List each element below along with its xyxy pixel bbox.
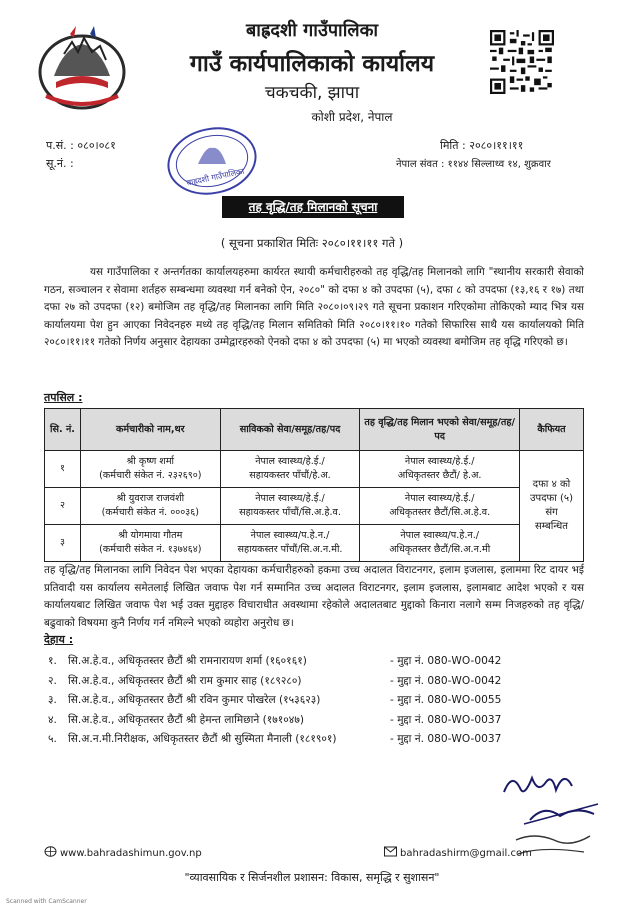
- item-number: ४.: [48, 713, 57, 726]
- table-header-row: [45, 409, 584, 451]
- new-post-cell: [360, 525, 520, 562]
- new-post-cell: [360, 451, 520, 488]
- letter-number: प.सं. : ०८०।०८१: [46, 139, 116, 152]
- old-post-cell: [220, 451, 360, 488]
- details-heading: तपसिल :: [44, 391, 83, 404]
- item-number: २.: [48, 674, 57, 687]
- employee-table: [44, 408, 584, 562]
- table-row: [45, 488, 584, 525]
- old-post-line: सहायकस्तर पाँचौं/सि.अ.हे.व.: [239, 507, 341, 518]
- employee-code: (कर्मचारी संकेत नं. २३२६९०): [99, 470, 202, 481]
- email-text: bahradashirm@gmail.com: [400, 848, 532, 859]
- office-slogan: "व्यावसायिक र सिर्जनशील प्रशासन: विकास, समृद्धि र सुशासन": [184, 871, 440, 884]
- item-number: १.: [48, 655, 57, 667]
- office-name: गाउँ कार्यपालिकाको कार्यालय: [189, 51, 435, 77]
- document-date: मिति : २०८०।११।११: [440, 139, 524, 152]
- new-post-line: अधिकृतस्तर छैटौं/सि.अ.हे.व.: [389, 507, 491, 518]
- item-text: सि.अ.हे.व., अधिकृतस्तर छैटौं श्री रामनारायण शर्मा (१६०१६१): [68, 655, 307, 667]
- office-location: चकचकी, झापा: [264, 83, 360, 103]
- item-number: ३.: [48, 694, 57, 706]
- column-header: कर्मचारीको नाम,थर: [80, 409, 220, 451]
- serial-number: ३: [45, 525, 81, 562]
- municipality-name: बाह्रदशी गाउँपालिका: [245, 20, 379, 41]
- qr-code-icon: [490, 30, 554, 94]
- court-paragraph: तह वृद्धि/तह मिलानका लागि निवेदन पेश भएका देहायका कर्मचारीहरुको हकमा उच्च अदालत विराटनगर, इलाम इजलास, इलाममा रिट दायर भई प्रतिवादी यस कार्यालय समेतलाई लिखित जवाफ पेश गर्न सम्मानित उच्च अदालत विराटनगर, इलाम इजलास, इलामबाट आदेश भएको र यस कार्यालयबाट लिखित जवाफ पेश भई उक्त मुद्दाहरु विचाराधीत अवस्थामा रहेकोले अदालतबाट मुद्दाको किनारा नलागे सम्म निजहरुको तह वृद्धि/बढुवाको विषयमा कुनै निर्णय गर्न नमिल्ने भएको व्यहोरा अनुरोध छ।: [44, 564, 584, 629]
- list-item: [44, 654, 584, 674]
- globe-icon: [44, 846, 57, 857]
- old-post-line: नेपाल स्वास्थ्य/प.हे.न./: [250, 530, 330, 541]
- province-name: कोशी प्रदेश, नेपाल: [311, 110, 393, 124]
- office-stamp: [162, 124, 262, 198]
- list-item: [44, 693, 584, 713]
- new-post-cell: [360, 488, 520, 525]
- employee-cell: [80, 488, 220, 525]
- old-post-line: नेपाल स्वास्थ्य/हे.ई./: [255, 493, 325, 504]
- case-number: - मुद्दा नं. 080-WO-0042: [390, 674, 502, 687]
- remarks-line: सम्बन्धित: [535, 521, 568, 532]
- case-number: - मुद्दा नं. 080-WO-0042: [390, 655, 502, 667]
- list-item: [44, 674, 584, 694]
- serial-number: १: [45, 451, 81, 488]
- list-item: [44, 732, 584, 752]
- old-post-line: नेपाल स्वास्थ्य/हे.ई./: [255, 456, 325, 467]
- serial-number: २: [45, 488, 81, 525]
- stamp-text: बाह्रदशी गाउँपालिका: [185, 166, 245, 188]
- case-number: - मुद्दा नं. 080-WO-0037: [390, 713, 502, 726]
- column-header: साविकको सेवा/समूह/तह/पद: [220, 409, 360, 451]
- scanner-watermark: Scanned with CamScanner: [6, 898, 87, 905]
- list-item: [44, 713, 584, 733]
- new-post-line: अधिकृतस्तर छैटौं/ हे.अ.: [397, 470, 482, 481]
- item-text: सि.अ.न.मी.निरीक्षक, अधिकृतस्तर छैटौं श्री सुस्मिता मैनाली (१८१९०१): [68, 733, 337, 745]
- remarks-line: संग: [545, 507, 558, 518]
- employee-code: (कर्मचारी संकेत नं. ०००३६): [101, 507, 199, 518]
- reference-number: सू.नं. :: [46, 157, 74, 170]
- new-post-line: नेपाल स्वास्थ्य/हे.ई./: [404, 493, 475, 504]
- website-text: www.bahradashimun.gov.np: [60, 848, 202, 859]
- employee-name: श्री योगमाया गौतम: [118, 530, 183, 541]
- item-text: सि.अ.हे.व., अधिकृतस्तर छैटौं श्री राम कुमार साह (१८९२८०): [68, 674, 302, 687]
- column-header: कैफियत: [520, 409, 584, 451]
- old-post-line: सहायकस्तर पाँचौं/सि.अ.न.मी.: [237, 544, 343, 555]
- notice-title: तह वृद्धि/तह मिलानको सूचना: [222, 196, 404, 218]
- item-number: ५.: [48, 733, 57, 745]
- mail-icon: [384, 846, 397, 857]
- employee-name: श्री युवराज राजवंशी: [116, 493, 185, 504]
- new-post-line: नेपाल स्वास्थ्य/प.हे.न./: [400, 530, 480, 541]
- employee-cell: [80, 525, 220, 562]
- remarks-line: उपदफा (५): [530, 493, 573, 504]
- column-header: तह वृद्धि/तह मिलान भएको सेवा/समूह/तह/पद: [360, 409, 520, 451]
- new-post-line: नेपाल स्वास्थ्य/हे.ई./: [404, 456, 475, 467]
- case-number: - मुद्दा नं. 080-WO-0055: [390, 694, 502, 706]
- item-text: सि.अ.हे.व., अधिकृतस्तर छैटौं श्री हेमन्त लामिछाने (१७१०४७): [68, 713, 304, 726]
- employee-code: (कर्मचारी संकेत नं. १३७४६४): [99, 544, 202, 555]
- case-number: - मुद्दा नं. 080-WO-0037: [390, 733, 502, 745]
- column-header: सि. नं.: [45, 409, 81, 451]
- remarks-cell: [520, 451, 584, 562]
- dehay-list: [44, 654, 584, 752]
- remarks-line: दफा ४ को: [532, 479, 571, 490]
- email-link[interactable]: [384, 846, 532, 859]
- dehay-heading: देहाय :: [44, 633, 74, 646]
- notice-paragraph: यस गाउँपालिका र अन्तर्गतका कार्यालयहरुमा कार्यरत स्थायी कर्मचारीहरुको तह वृद्धि/तह मिलानको लागि "स्थानीय सरकारी सेवाको गठन, सञ्चालन र सेवामा शर्तहरु सम्बन्धमा व्यवस्था गर्न बनेको ऐन, २०८०" को दफा ४ को उपदफा (५), दफा ८ को उपदफा (१३,१६ र १७) तथा दफा २७ को उपदफा (१२) बमोजिम तह वृद्धि/तह मिलानका लागि मिति २०८०।०९।२९ गते सूचना प्रकाशन गरिएकोमा तोकिएको म्याद भित्र यस कार्यालयमा पेश हुन आएका निवेदनहरु मध्ये तह वृद्धि/तह मिलान समितिको मिति २०८०।११।१० गतेको सिफारिस साथै यस कार्यालयको मिति २०८०।११।११ गतेको निर्णय अनुसार देहायका उम्मेद्वारहरुको ऐनको दफा ४ को उपदफा (५) मा भएको व्यवस्था बमोजिम तह वृद्धि गरिएको छ।: [44, 266, 584, 349]
- website-link[interactable]: [44, 846, 202, 859]
- old-post-cell: [220, 488, 360, 525]
- nepal-samvat-date: नेपाल संवत : ११४४ सिल्लाथ्व १४, शुक्रवार: [396, 159, 551, 170]
- new-post-line: अधिकृतस्तर छैटौं/सि.अ.न.मी: [389, 544, 491, 555]
- old-post-line: सहायकस्तर पाँचौं/हे.अ.: [249, 470, 331, 481]
- table-row: [45, 451, 584, 488]
- table-row: [45, 525, 584, 562]
- publication-date: ( सूचना प्रकाशित मितिः २०८०।११।११ गते ): [220, 236, 404, 250]
- employee-cell: [80, 451, 220, 488]
- item-text: सि.अ.हे.व., अधिकृतस्तर छैटौं श्री रविन कुमार पोखरेल (१५३६२३): [68, 694, 321, 706]
- employee-name: श्री कृष्ण शर्मा: [126, 456, 175, 467]
- old-post-cell: [220, 525, 360, 562]
